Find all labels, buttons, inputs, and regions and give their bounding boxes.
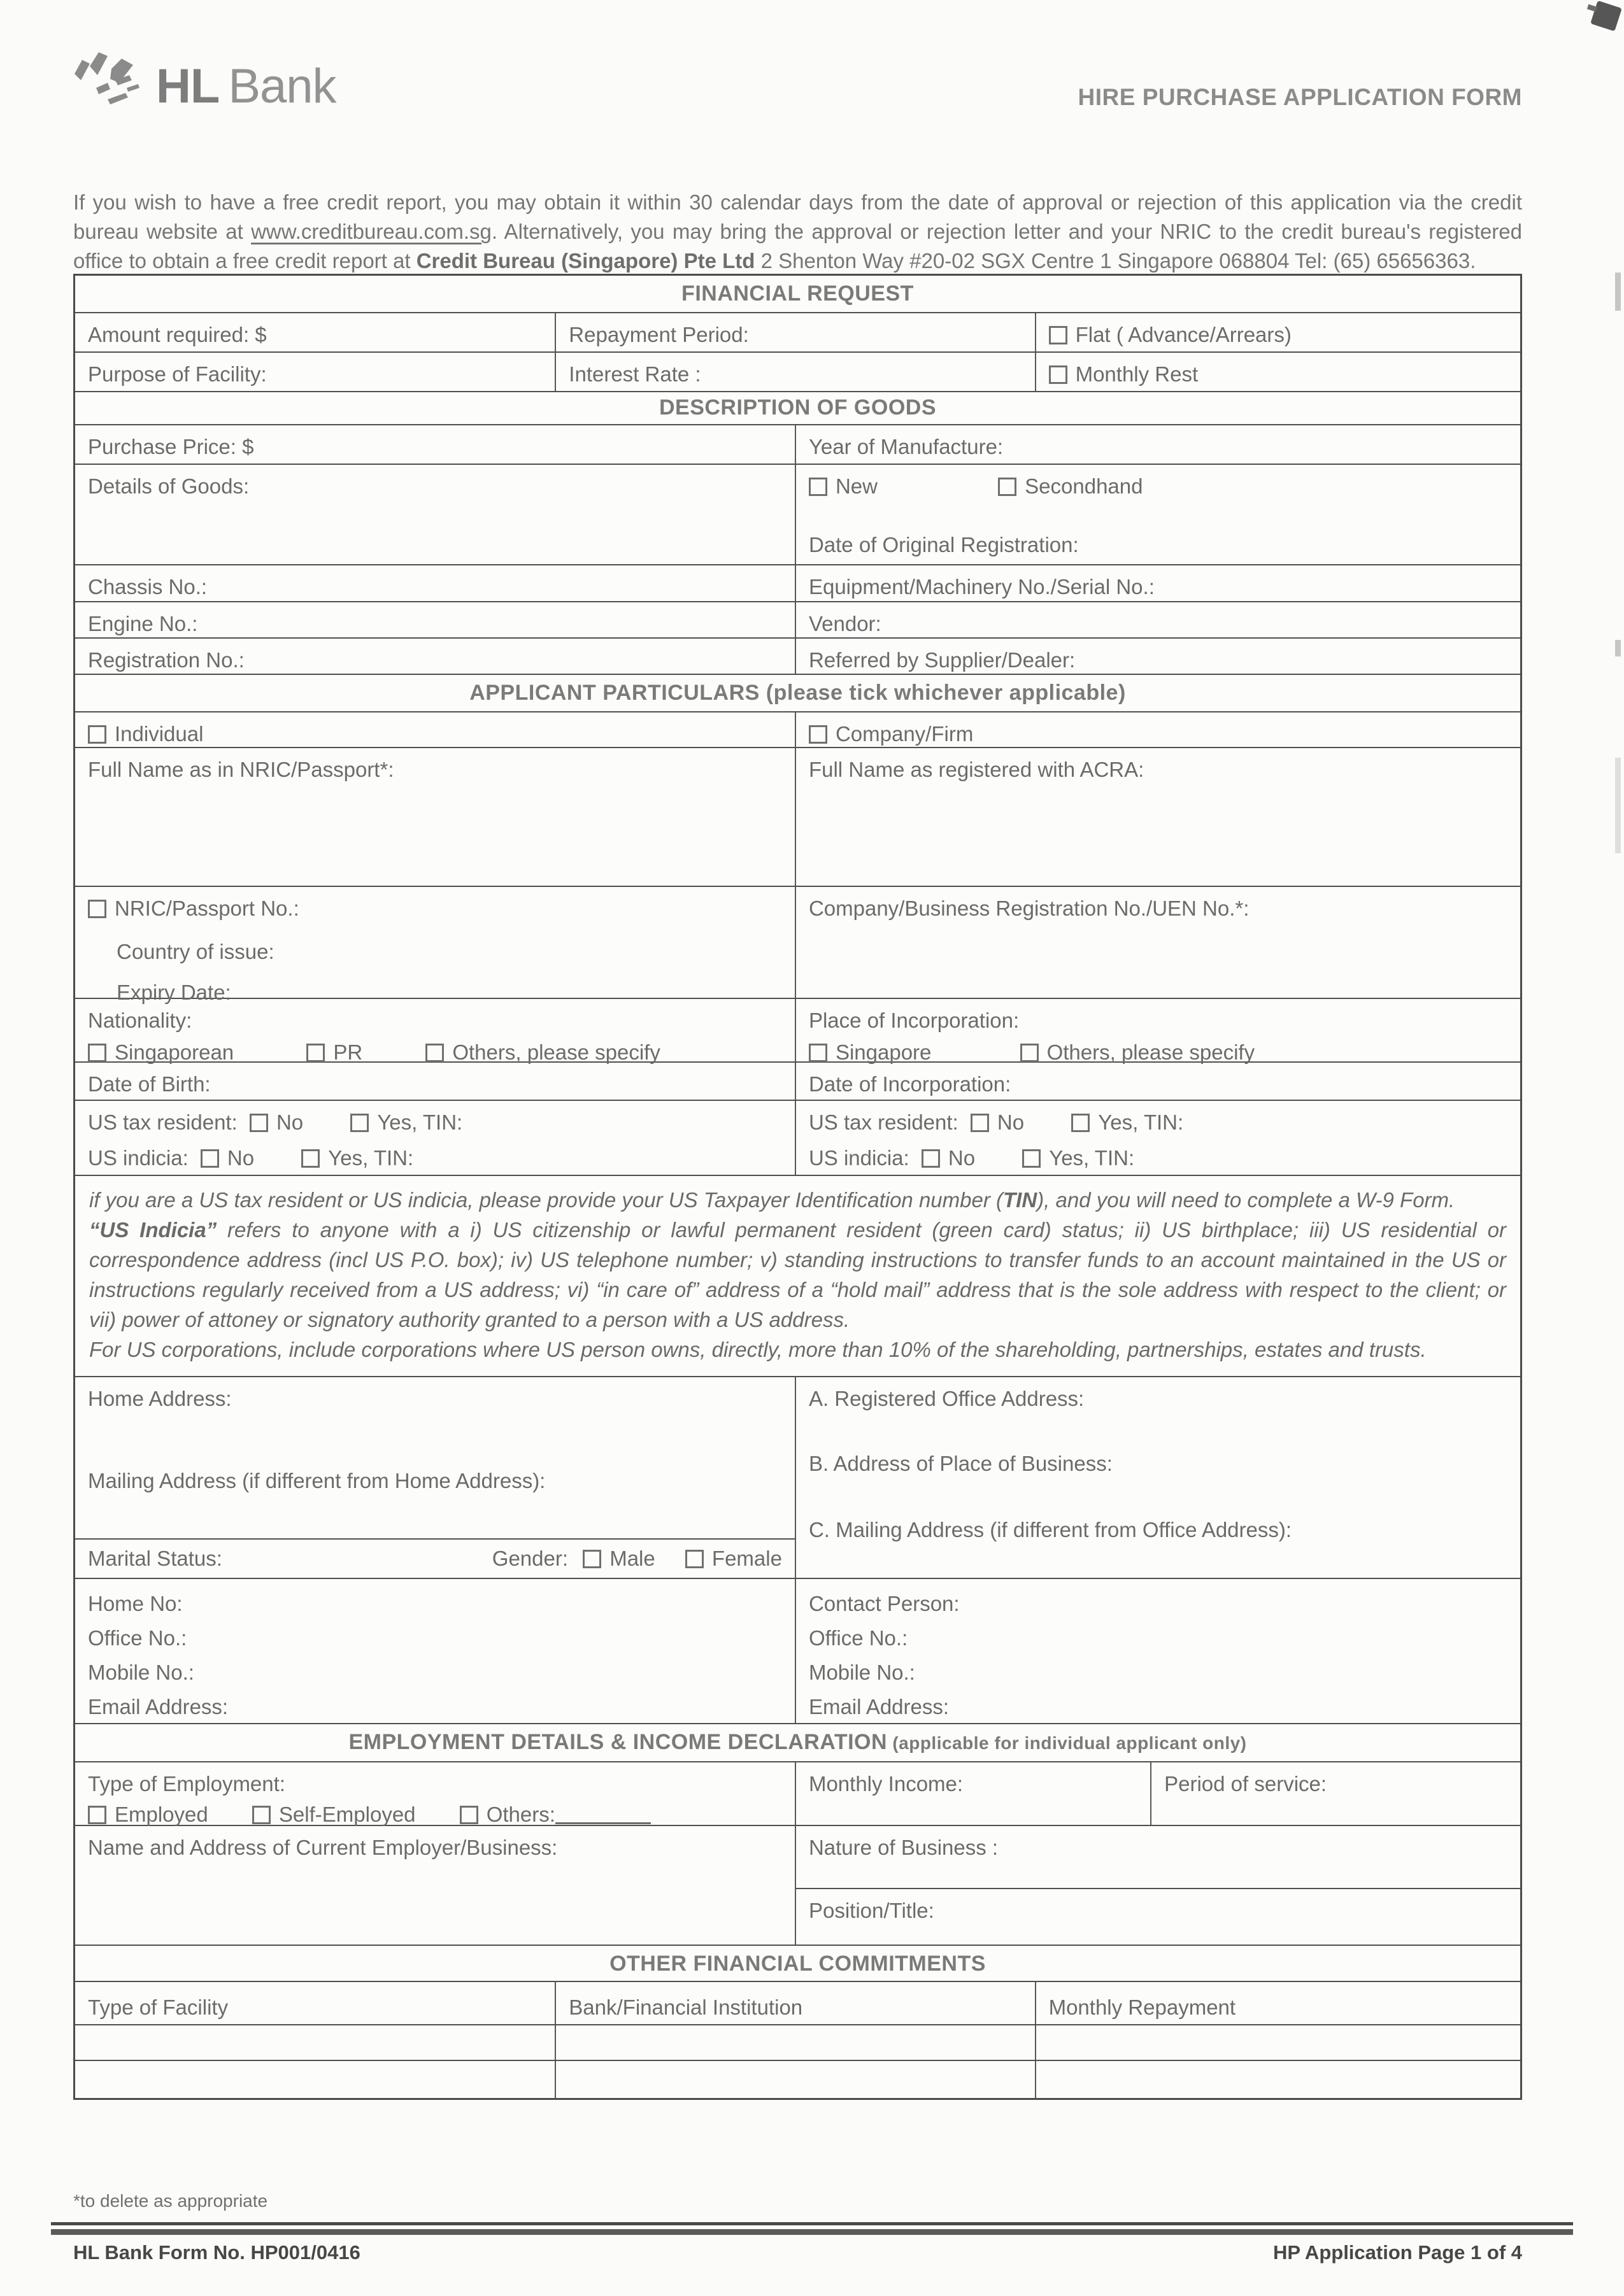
nric-passport-checkbox[interactable] bbox=[88, 900, 106, 918]
place-of-incorporation-field bbox=[795, 999, 1520, 1064]
employment-title: EMPLOYMENT DETAILS & INCOME DECLARATION bbox=[348, 1730, 888, 1754]
flat-label: Flat ( Advance/Arrears) bbox=[1075, 323, 1292, 346]
year-of-manufacture-field: Year of Manufacture: bbox=[795, 425, 1520, 464]
note-line3: For US corporations, include corporations where US person owns, directly, more than 10% of the shareholding, partnerships, estates and trusts. bbox=[89, 1338, 1427, 1361]
singaporean-label: Singaporean bbox=[115, 1040, 234, 1064]
period-of-service-field: Period of service: bbox=[1150, 1762, 1520, 1825]
scan-artifact-edge bbox=[1615, 758, 1621, 853]
hl-bank-logo-icon bbox=[73, 52, 139, 110]
self-employed-checkbox[interactable] bbox=[252, 1806, 271, 1824]
yes-tin-label: Yes, TIN: bbox=[1098, 1110, 1184, 1134]
full-name-row bbox=[75, 747, 1520, 886]
contact-row bbox=[75, 1578, 1520, 1723]
secondhand-checkbox[interactable] bbox=[998, 478, 1016, 496]
form-title: HIRE PURCHASE APPLICATION FORM bbox=[1078, 84, 1522, 110]
applicant-type-row bbox=[75, 711, 1520, 747]
date-of-birth-field: Date of Birth: bbox=[88, 1072, 211, 1096]
scan-artifact-edge bbox=[1615, 273, 1621, 311]
office-no-field: Office No.: bbox=[88, 1626, 187, 1650]
employed-checkbox[interactable] bbox=[88, 1806, 106, 1824]
employment-others-label: Others: bbox=[486, 1803, 555, 1826]
office-mailing-label: C. Mailing Address (if different from Office Address): bbox=[808, 1518, 1292, 1541]
application-form-table bbox=[73, 274, 1522, 2100]
commitment-cell bbox=[75, 2061, 555, 2098]
nric-passport-label: NRIC/Passport No.: bbox=[115, 896, 299, 920]
company-registration-field: Company/Business Registration No./UEN No.*: bbox=[795, 887, 1520, 998]
registered-office-label: A. Registered Office Address: bbox=[808, 1387, 1085, 1410]
credit-report-notice bbox=[73, 188, 1522, 276]
mobile-no-field: Mobile No.: bbox=[808, 1661, 915, 1684]
date-original-registration-field: Date of Original Registration: bbox=[808, 533, 1079, 556]
delete-footnote: *to delete as appropriate bbox=[73, 2191, 268, 2211]
employment-others-checkbox[interactable] bbox=[460, 1806, 478, 1824]
full-name-acra-field: Full Name as registered with ACRA: bbox=[795, 748, 1520, 886]
new-checkbox[interactable] bbox=[809, 478, 827, 496]
us-indicia-label: US indicia: bbox=[808, 1146, 909, 1170]
financial-request-row-1 bbox=[75, 312, 1520, 351]
contact-left-column bbox=[75, 1579, 795, 1723]
employer-row bbox=[75, 1825, 1520, 1945]
marital-status-label: Marital Status: bbox=[88, 1547, 222, 1570]
commitment-row bbox=[75, 2024, 1520, 2060]
company-option bbox=[795, 712, 1520, 747]
section-employment-header bbox=[75, 1723, 1520, 1761]
goods-row-engine bbox=[75, 601, 1520, 637]
nature-of-business-field: Nature of Business : bbox=[808, 1836, 999, 1859]
referred-by-field: Referred by Supplier/Dealer: bbox=[795, 639, 1520, 674]
goods-row-details bbox=[75, 464, 1520, 564]
hl-bank-logo-text bbox=[156, 59, 336, 113]
contact-right-column bbox=[795, 1579, 1520, 1723]
no-label: No bbox=[997, 1110, 1025, 1134]
section-financial-request-header bbox=[75, 276, 1520, 312]
engine-no-field: Engine No.: bbox=[88, 612, 198, 635]
employment-right-column bbox=[795, 1826, 1520, 1945]
nric-passport-field bbox=[75, 887, 795, 1004]
email-field: Email Address: bbox=[88, 1695, 229, 1718]
col-monthly-repayment: Monthly Repayment bbox=[1035, 1982, 1520, 2024]
us-indicia-label: US indicia: bbox=[88, 1146, 189, 1170]
new-label: New bbox=[835, 474, 878, 498]
female-label: Female bbox=[711, 1547, 782, 1570]
goods-condition-field bbox=[795, 465, 1520, 564]
flat-option bbox=[1035, 313, 1520, 351]
incorporation-others-checkbox[interactable] bbox=[1020, 1044, 1039, 1062]
section-goods-header bbox=[75, 391, 1520, 424]
us-tax-yes-checkbox-company[interactable] bbox=[1071, 1114, 1090, 1132]
contact-person-field: Contact Person: bbox=[808, 1592, 960, 1615]
us-tax-no-checkbox[interactable] bbox=[250, 1114, 268, 1132]
individual-checkbox[interactable] bbox=[88, 725, 106, 744]
employed-label: Employed bbox=[115, 1803, 208, 1826]
singapore-label: Singapore bbox=[835, 1040, 932, 1064]
logo-hl-text: HL bbox=[156, 59, 220, 113]
us-indicia-yes-checkbox-company[interactable] bbox=[1022, 1149, 1041, 1168]
us-tax-no-checkbox-company[interactable] bbox=[971, 1114, 989, 1132]
credit-bureau-name: Credit Bureau (Singapore) Pte Ltd bbox=[416, 249, 755, 273]
self-employed-label: Self-Employed bbox=[278, 1803, 416, 1826]
us-indicia-bold: “US Indicia” bbox=[89, 1218, 217, 1242]
mailing-address-label: Mailing Address (if different from Home Address): bbox=[88, 1469, 546, 1492]
singapore-checkbox[interactable] bbox=[809, 1044, 827, 1062]
scan-artifact-edge bbox=[1615, 640, 1621, 656]
home-address-field bbox=[75, 1377, 795, 1538]
commitment-row bbox=[75, 2060, 1520, 2098]
office-address-field bbox=[795, 1377, 1520, 1578]
details-of-goods-field: Details of Goods: bbox=[88, 474, 250, 498]
commitments-column-headers bbox=[75, 1981, 1520, 2024]
employment-type-row bbox=[75, 1761, 1520, 1825]
page-header bbox=[73, 52, 1522, 113]
commitment-cell bbox=[75, 2025, 555, 2060]
us-indicia-note bbox=[75, 1176, 1520, 1376]
singaporean-checkbox[interactable] bbox=[88, 1044, 106, 1062]
registration-no-field: Registration No.: bbox=[88, 648, 245, 672]
note-line1-end: ), and you will need to complete a W-9 Form. bbox=[1037, 1188, 1455, 1212]
us-tax-resident-label: US tax resident: bbox=[88, 1110, 238, 1134]
goods-row-price bbox=[75, 424, 1520, 464]
goods-row-chassis bbox=[75, 564, 1520, 601]
female-checkbox[interactable] bbox=[685, 1550, 704, 1568]
goods-row-registration bbox=[75, 637, 1520, 674]
yes-tin-label: Yes, TIN: bbox=[328, 1146, 414, 1170]
page-number: HP Application Page 1 of 4 bbox=[1272, 2241, 1522, 2264]
section-commitments-header bbox=[75, 1945, 1520, 1981]
home-no-field: Home No: bbox=[88, 1592, 183, 1615]
secondhand-label: Secondhand bbox=[1025, 474, 1143, 498]
hl-bank-logo bbox=[73, 52, 336, 113]
nationality-others-label: Others, please specify bbox=[452, 1040, 660, 1064]
gender-label: Gender: bbox=[492, 1547, 569, 1570]
id-numbers-row bbox=[75, 886, 1520, 1004]
credit-bureau-url: www.creditbureau.com.sg bbox=[251, 220, 492, 243]
employment-title-suffix: (applicable for individual applicant only) bbox=[887, 1733, 1247, 1753]
purpose-of-facility-field: Purpose of Facility: bbox=[88, 362, 267, 386]
section-title bbox=[75, 1724, 1520, 1761]
interest-rate-field: Interest Rate : bbox=[555, 353, 1034, 391]
full-name-nric-field: Full Name as in NRIC/Passport*: bbox=[88, 758, 394, 781]
us-indicia-yes-checkbox[interactable] bbox=[301, 1149, 320, 1168]
male-label: Male bbox=[609, 1547, 655, 1570]
us-indicia-note-row bbox=[75, 1175, 1520, 1376]
us-tax-company-field bbox=[795, 1101, 1520, 1175]
footer-divider bbox=[51, 2222, 1573, 2229]
company-firm-label: Company/Firm bbox=[835, 722, 974, 746]
commitment-cell bbox=[1035, 2025, 1520, 2060]
notice-text: 2 Shenton Way #20-02 SGX Centre 1 Singapore 068804 Tel: (65) 65656363. bbox=[755, 249, 1476, 273]
us-tax-row bbox=[75, 1100, 1520, 1175]
nationality-row bbox=[75, 998, 1520, 1064]
note-line2: refers to anyone with a i) US citizenship or lawful permanent resident (green card) status; ii) US birthplace; iii) US residential or correspondence address (incl US P.O. box); iv) US telephone number; v) standing instructions to transfer funds to an account maintained in the US or instructions regularly received from a US address; vi) “in care of” address of a “hold mail” address that is the sole address with respect to the client; or vii) power of attoney or signatory authority granted to a person with a US address. bbox=[89, 1218, 1507, 1331]
individual-label: Individual bbox=[115, 722, 204, 746]
commitment-cell bbox=[555, 2025, 1034, 2060]
no-label: No bbox=[948, 1146, 976, 1170]
monthly-rest-label: Monthly Rest bbox=[1075, 362, 1199, 386]
expiry-date-field: Expiry Date: bbox=[117, 981, 231, 1004]
type-of-employment-label: Type of Employment: bbox=[88, 1772, 285, 1796]
us-tax-individual-field bbox=[75, 1101, 795, 1175]
others-blank-line bbox=[555, 1803, 651, 1824]
commitment-cell bbox=[1035, 2061, 1520, 2098]
col-type-of-facility: Type of Facility bbox=[88, 1995, 229, 2019]
monthly-rest-checkbox[interactable] bbox=[1049, 365, 1067, 384]
monthly-income-field: Monthly Income: bbox=[795, 1762, 1150, 1825]
type-of-employment-field bbox=[75, 1762, 795, 1825]
individual-option bbox=[75, 712, 795, 747]
note-line1: if you are a US tax resident or US indicia, please provide your US Taxpayer Identification number ( bbox=[89, 1188, 1004, 1212]
mobile-no-field: Mobile No.: bbox=[88, 1661, 194, 1684]
male-checkbox[interactable] bbox=[583, 1550, 601, 1568]
financial-request-row-2 bbox=[75, 351, 1520, 391]
country-of-issue-field: Country of issue: bbox=[117, 940, 274, 963]
page-footer bbox=[73, 2241, 1522, 2264]
us-tax-yes-checkbox[interactable] bbox=[350, 1114, 369, 1132]
us-indicia-no-checkbox-company[interactable] bbox=[922, 1149, 940, 1168]
nationality-label: Nationality: bbox=[88, 1009, 192, 1032]
scan-artifact-corner bbox=[1590, 1, 1622, 32]
yes-tin-label: Yes, TIN: bbox=[1049, 1146, 1135, 1170]
office-no-field: Office No.: bbox=[808, 1626, 908, 1650]
section-title: APPLICANT PARTICULARS (please tick whichever applicable) bbox=[469, 681, 1126, 705]
chassis-no-field: Chassis No.: bbox=[88, 575, 208, 599]
section-title: DESCRIPTION OF GOODS bbox=[659, 395, 937, 420]
monthly-rest-option bbox=[1035, 353, 1520, 391]
section-applicant-header bbox=[75, 674, 1520, 711]
gender-field bbox=[492, 1545, 782, 1573]
col-bank-institution: Bank/Financial Institution bbox=[555, 1982, 1034, 2024]
amount-required-field: Amount required: $ bbox=[88, 323, 267, 346]
nationality-field bbox=[75, 999, 795, 1064]
commitment-cell bbox=[555, 2061, 1034, 2098]
section-title: OTHER FINANCIAL COMMITMENTS bbox=[609, 1952, 986, 1976]
position-title-field: Position/Title: bbox=[796, 1888, 1520, 1945]
dob-row bbox=[75, 1061, 1520, 1100]
us-tax-resident-label: US tax resident: bbox=[808, 1110, 958, 1134]
yes-tin-label: Yes, TIN: bbox=[377, 1110, 463, 1134]
pr-label: PR bbox=[333, 1040, 363, 1064]
vendor-field: Vendor: bbox=[795, 602, 1520, 637]
email-field: Email Address: bbox=[808, 1695, 950, 1718]
equipment-no-field: Equipment/Machinery No./Serial No.: bbox=[795, 565, 1520, 601]
notice-text: If you wish to have a free credit report, you may obtain it within 30 calendar days from the date of approval or rejection of this application via the credit bureau website at bbox=[73, 190, 1522, 243]
marital-gender-row bbox=[75, 1538, 795, 1578]
section-title: FINANCIAL REQUEST bbox=[681, 281, 914, 306]
address-left-column bbox=[75, 1377, 795, 1578]
purchase-price-field: Purchase Price: $ bbox=[88, 435, 254, 458]
pr-checkbox[interactable] bbox=[306, 1044, 325, 1062]
nationality-others-checkbox[interactable] bbox=[425, 1044, 444, 1062]
employer-name-address-field: Name and Address of Current Employer/Business: bbox=[88, 1836, 558, 1859]
incorporation-others-label: Others, please specify bbox=[1046, 1040, 1255, 1064]
us-indicia-no-checkbox[interactable] bbox=[201, 1149, 219, 1168]
notice-text: . Alternatively, you may bring the approval or rejection letter and your NRIC to the credit bureau's registered office to obtain a free credit report at bbox=[73, 220, 1522, 273]
flat-checkbox[interactable] bbox=[1049, 326, 1067, 344]
no-label: No bbox=[276, 1110, 304, 1134]
date-of-incorporation-field: Date of Incorporation: bbox=[795, 1063, 1520, 1100]
place-incorporation-label: Place of Incorporation: bbox=[808, 1009, 1020, 1032]
address-row bbox=[75, 1376, 1520, 1578]
repayment-period-field: Repayment Period: bbox=[555, 313, 1034, 351]
form-number: HL Bank Form No. HP001/0416 bbox=[73, 2241, 360, 2264]
no-label: No bbox=[227, 1146, 255, 1170]
home-address-label: Home Address: bbox=[88, 1387, 232, 1410]
place-of-business-label: B. Address of Place of Business: bbox=[808, 1452, 1113, 1475]
logo-bank-text: Bank bbox=[228, 59, 336, 113]
company-firm-checkbox[interactable] bbox=[809, 725, 827, 744]
tin-bold: TIN bbox=[1003, 1188, 1037, 1212]
